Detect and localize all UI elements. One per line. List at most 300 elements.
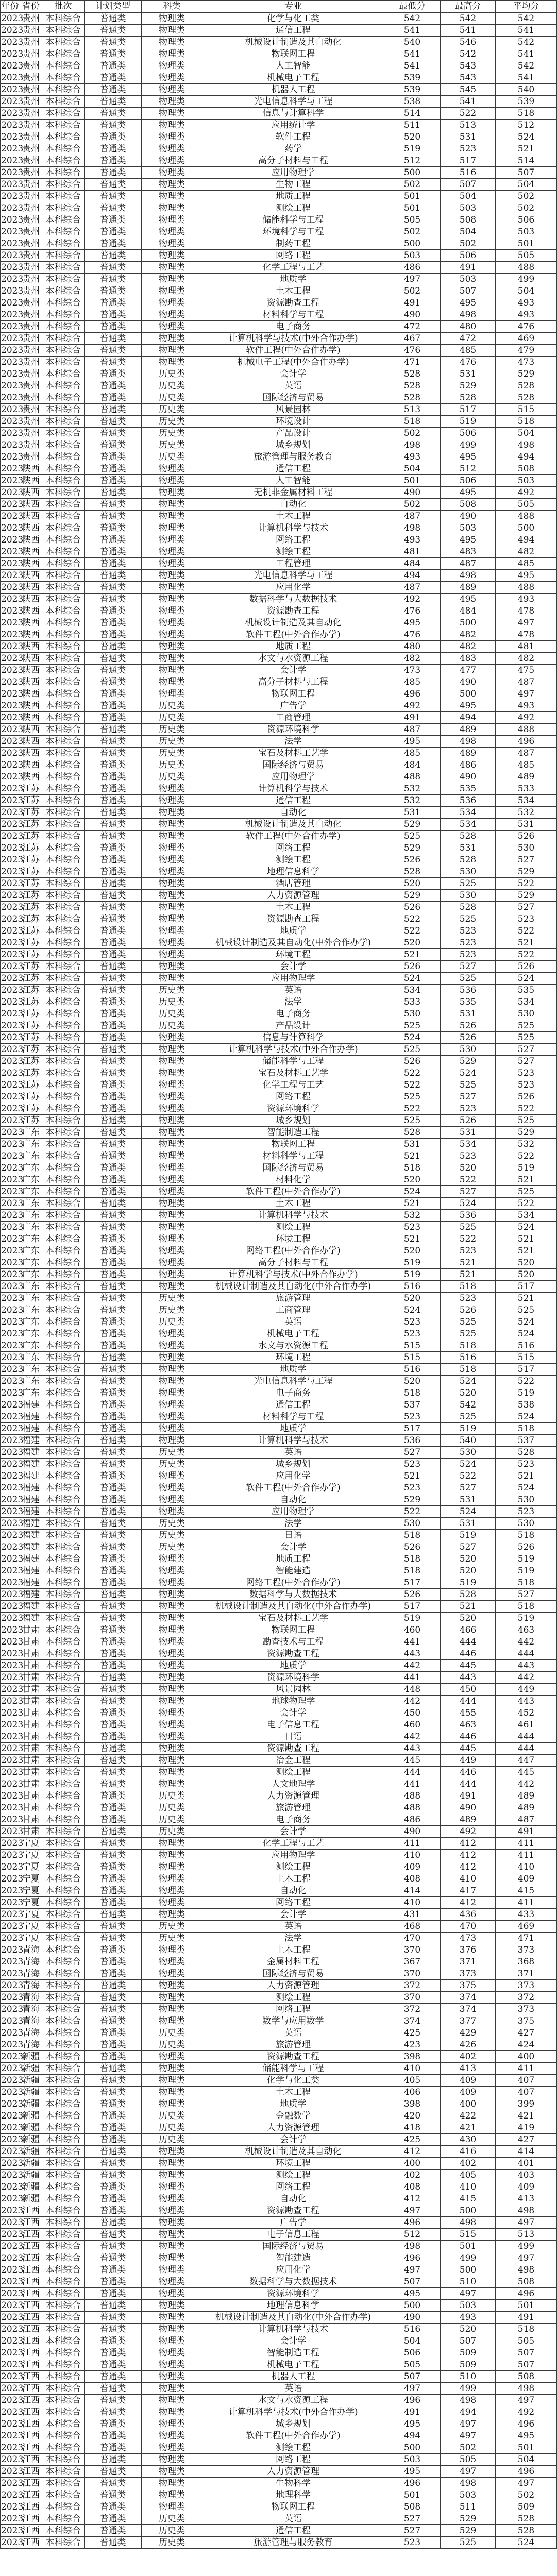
major-cell: 网络工程 [202,1897,384,1909]
province-cell: 青海 [20,2039,42,2051]
avg-score-cell: 442 [496,1672,557,1684]
max-score-cell: 444 [441,1696,496,1707]
table-row [1,594,557,605]
plan-type-cell: 普通类 [85,2466,142,2478]
major-cell: 资源勘查工程 [202,605,384,617]
min-score-cell: 372 [384,2004,441,2015]
batch-cell: 本科综合 [42,392,85,404]
avg-score-cell: 523 [496,1079,557,1091]
max-score-cell: 526 [441,1020,496,1032]
major-cell: 会计学 [202,665,384,676]
avg-score-cell: 507 [496,2359,557,2371]
subject-cell: 物理类 [142,546,202,558]
subject-cell: 历史类 [142,392,202,404]
subject-cell: 物理类 [142,629,202,641]
min-score-cell: 485 [384,748,441,759]
province-cell: 贵州 [20,120,42,131]
max-score-cell: 518 [441,1281,496,1293]
batch-cell: 本科综合 [42,1767,85,1778]
table-row [1,1731,557,1743]
year-cell: 2023 [1,759,24,770]
major-cell: 广告学 [202,700,384,712]
avg-score-cell: 493 [496,700,557,712]
table-row [1,1921,557,1933]
min-score-cell: 490 [384,2312,441,2324]
subject-cell: 物理类 [142,108,202,120]
table-row [1,2501,557,2513]
plan-type-cell: 普通类 [85,2087,142,2098]
year-cell: 2023 [1,380,24,391]
plan-type-cell: 普通类 [85,167,142,179]
avg-score-cell: 527 [496,1044,557,1056]
subject-cell: 物理类 [142,2383,202,2395]
min-score-cell: 526 [384,1056,441,1067]
batch-cell: 本科综合 [42,439,85,451]
max-score-cell: 536 [441,795,496,807]
province-cell: 新疆 [20,2122,42,2134]
batch-cell: 本科综合 [42,676,85,688]
year-cell: 2023 [1,2087,24,2097]
year-cell: 2023 [1,1316,24,1327]
major-cell: 环境工程 [202,2158,384,2170]
table-row [1,1316,557,1328]
batch-cell: 本科综合 [42,534,85,546]
batch-cell: 本科综合 [42,380,85,392]
province-cell: 新疆 [20,2087,42,2098]
table-row [1,795,557,807]
major-cell: 通信工程 [202,463,384,475]
subject-cell: 历史类 [142,748,202,759]
min-score-cell: 507 [384,2371,441,2383]
max-score-cell: 495 [441,487,496,499]
year-cell: 2023 [1,60,24,71]
avg-score-cell: 522 [496,925,557,937]
min-score-cell: 523 [384,2537,441,2549]
batch-cell: 本科综合 [42,2359,85,2371]
avg-score-cell: 537 [496,1435,557,1447]
avg-score-cell: 411 [496,1838,557,1850]
major-cell: 机械电子工程 [202,72,384,84]
min-score-cell: 528 [384,866,441,878]
year-cell: 2023 [1,1743,24,1754]
subject-cell: 物理类 [142,605,202,617]
table-row [1,274,557,285]
table-row [1,25,557,37]
plan-type-cell: 普通类 [85,1079,142,1091]
province-cell: 江苏 [20,937,42,949]
batch-cell: 本科综合 [42,2252,85,2264]
max-score-cell: 499 [441,2383,496,2395]
subject-cell: 物理类 [142,143,202,155]
batch-cell: 本科综合 [42,2395,85,2406]
year-cell: 2023 [1,925,24,936]
max-score-cell: 500 [441,2264,496,2276]
avg-score-cell: 409 [496,1873,557,1885]
max-score-cell: 534 [441,819,496,831]
max-score-cell: 421 [441,2122,496,2134]
year-cell: 2023 [1,688,24,699]
batch-cell: 本科综合 [42,1186,85,1198]
province-cell: 贵州 [20,143,42,155]
table-row [1,1601,557,1613]
avg-score-cell: 524 [496,1222,557,1233]
year-cell: 2023 [1,2229,24,2240]
subject-cell: 物理类 [142,1601,202,1613]
batch-cell: 本科综合 [42,1139,85,1150]
plan-type-cell: 普通类 [85,1316,142,1328]
table-row [1,1079,557,1091]
max-score-cell: 498 [441,309,496,321]
major-cell: 应用化学 [202,2264,384,2276]
major-cell: 电子商务 [202,321,384,333]
province-cell: 江苏 [20,996,42,1008]
min-score-cell: 490 [384,487,441,499]
max-score-cell: 526 [441,1304,496,1316]
plan-type-cell: 普通类 [85,321,142,333]
plan-type-cell: 普通类 [85,1873,142,1885]
min-score-cell: 372 [384,1980,441,1992]
min-score-cell: 471 [384,357,441,368]
avg-score-cell: 522 [496,1198,557,1210]
year-cell: 2023 [1,712,24,723]
min-score-cell: 518 [384,1565,441,1577]
avg-score-cell: 373 [496,1944,557,1956]
year-cell: 2023 [1,1494,24,1505]
avg-score-cell: 539 [496,96,557,108]
avg-score-cell: 502 [496,2489,557,2501]
table-row [1,2466,557,2478]
plan-type-cell: 普通类 [85,2063,142,2075]
province-cell: 甘肃 [20,1636,42,1648]
avg-score-cell: 463 [496,1624,557,1636]
year-cell: 2023 [1,1233,24,1244]
table-row [1,1447,557,1459]
max-score-cell: 497 [441,2466,496,2478]
min-score-cell: 541 [384,48,441,60]
major-cell: 计算机科学与技术(中外合作办学) [202,333,384,345]
major-cell: 软件工程(中外合作办学) [202,1186,384,1198]
plan-type-cell: 普通类 [85,1044,142,1056]
subject-cell: 物理类 [142,96,202,108]
plan-type-cell: 普通类 [85,724,142,736]
table-row [1,1008,557,1020]
province-cell: 陕西 [20,759,42,771]
major-cell: 物联网工程 [202,688,384,700]
province-cell: 广东 [20,1162,42,1174]
min-score-cell: 408 [384,1873,441,1885]
min-score-cell: 527 [384,1447,441,1459]
major-cell: 地质学 [202,1660,384,1672]
batch-cell: 本科综合 [42,1174,85,1186]
year-cell: 2023 [1,72,24,83]
plan-type-cell: 普通类 [85,2181,142,2193]
year-cell: 2023 [1,1873,24,1884]
subject-cell: 物理类 [142,534,202,546]
plan-type-cell: 普通类 [85,1731,142,1743]
plan-type-cell: 普通类 [85,1624,142,1636]
year-cell: 2023 [1,2205,24,2216]
max-score-cell: 491 [441,262,496,274]
major-cell: 物联网工程 [202,48,384,60]
major-cell: 旅游管理 [202,1802,384,1814]
year-cell: 2023 [1,131,24,142]
avg-score-cell: 444 [496,1648,557,1660]
batch-cell: 本科综合 [42,2063,85,2075]
min-score-cell: 502 [384,428,441,439]
table-row [1,2264,557,2276]
province-cell: 福建 [20,1565,42,1577]
province-cell: 贵州 [20,179,42,191]
year-cell: 2023 [1,25,24,36]
plan-type-cell: 普通类 [85,487,142,499]
min-score-cell: 370 [384,1944,441,1956]
plan-type-cell: 普通类 [85,605,142,617]
avg-score-cell: 461 [496,1719,557,1731]
max-score-cell: 492 [441,1826,496,1838]
province-cell: 陕西 [20,582,42,594]
major-cell: 电子信息工程 [202,1719,384,1731]
major-cell: 应用化学 [202,582,384,594]
subject-cell: 物理类 [142,937,202,949]
min-score-cell: 476 [384,345,441,357]
table-row [1,629,557,641]
province-cell: 陕西 [20,475,42,487]
subject-cell: 物理类 [142,333,202,345]
batch-cell: 本科综合 [42,1553,85,1565]
header-major: 专业 [202,1,384,13]
min-score-cell: 497 [384,2205,441,2217]
province-cell: 贵州 [20,238,42,250]
province-cell: 江苏 [20,973,42,985]
year-cell: 2023 [1,487,24,498]
year-cell: 2023 [1,155,24,166]
province-cell: 宁夏 [20,1933,42,1944]
subject-cell: 物理类 [142,2229,202,2241]
table-row [1,1968,557,1980]
avg-score-cell: 479 [496,345,557,357]
max-score-cell: 505 [441,2454,496,2466]
min-score-cell: 522 [384,913,441,925]
min-score-cell: 528 [384,392,441,404]
avg-score-cell: 518 [496,1423,557,1435]
major-cell: 无机非金属材料工程 [202,487,384,499]
min-score-cell: 500 [384,2442,441,2454]
year-cell: 2023 [1,1056,24,1066]
batch-cell: 本科综合 [42,2051,85,2063]
year-cell: 2023 [1,499,24,510]
province-cell: 贵州 [20,451,42,463]
batch-cell: 本科综合 [42,96,85,108]
max-score-cell: 506 [441,250,496,262]
avg-score-cell: 492 [496,487,557,499]
max-score-cell: 497 [441,2430,496,2442]
max-score-cell: 527 [441,1482,496,1494]
header-avg-score: 平均分 [496,1,557,13]
province-cell: 江苏 [20,1091,42,1103]
major-cell: 人文地理学 [202,1778,384,1790]
min-score-cell: 516 [384,1364,441,1376]
max-score-cell: 510 [441,2371,496,2383]
province-cell: 江苏 [20,890,42,902]
batch-cell: 本科综合 [42,2075,85,2087]
batch-cell: 本科综合 [42,854,85,866]
avg-score-cell: 506 [496,214,557,226]
max-score-cell: 522 [441,108,496,120]
min-score-cell: 501 [384,191,441,202]
province-cell: 宁夏 [20,1850,42,1861]
min-score-cell: 526 [384,1589,441,1601]
avg-score-cell: 541 [496,25,557,37]
year-cell: 2023 [1,463,24,474]
plan-type-cell: 普通类 [85,1672,142,1684]
table-row [1,1435,557,1447]
province-cell: 广东 [20,1328,42,1340]
plan-type-cell: 普通类 [85,2205,142,2217]
province-cell: 福建 [20,1399,42,1411]
plan-type-cell: 普通类 [85,1636,142,1648]
avg-score-cell: 449 [496,1684,557,1696]
subject-cell: 历史类 [142,1933,202,1944]
batch-cell: 本科综合 [42,2335,85,2347]
province-cell: 江西 [20,2489,42,2501]
avg-score-cell: 519 [496,1565,557,1577]
subject-cell: 物理类 [142,1707,202,1719]
batch-cell: 本科综合 [42,1696,85,1707]
batch-cell: 本科综合 [42,475,85,487]
avg-score-cell: 498 [496,2205,557,2217]
table-row [1,2371,557,2383]
batch-cell: 本科综合 [42,996,85,1008]
plan-type-cell: 普通类 [85,2501,142,2513]
province-cell: 陕西 [20,771,42,783]
table-row [1,2217,557,2229]
subject-cell: 物理类 [142,961,202,973]
max-score-cell: 517 [441,404,496,416]
plan-type-cell: 普通类 [85,1198,142,1210]
avg-score-cell: 509 [496,2501,557,2513]
subject-cell: 物理类 [142,1198,202,1210]
max-score-cell: 499 [441,2252,496,2264]
table-row [1,475,557,487]
subject-cell: 物理类 [142,2252,202,2264]
major-cell: 信息与计算科学 [202,108,384,120]
min-score-cell: 531 [384,807,441,819]
avg-score-cell: 530 [496,1008,557,1020]
max-score-cell: 400 [441,2098,496,2110]
avg-score-cell: 413 [496,2193,557,2205]
avg-score-cell: 485 [496,558,557,570]
province-cell: 青海 [20,1968,42,1980]
plan-type-cell: 普通类 [85,226,142,238]
avg-score-cell: 520 [496,1269,557,1281]
batch-cell: 本科综合 [42,120,85,131]
header-subject: 科类 [142,1,202,13]
year-cell: 2023 [1,2098,24,2109]
year-cell: 2023 [1,842,24,853]
plan-type-cell: 普通类 [85,1577,142,1589]
batch-cell: 本科综合 [42,1814,85,1826]
table-row [1,1103,557,1115]
subject-cell: 物理类 [142,522,202,534]
table-row [1,1838,557,1850]
batch-cell: 本科综合 [42,1411,85,1423]
subject-cell: 物理类 [142,1186,202,1198]
plan-type-cell: 普通类 [85,1150,142,1162]
year-cell: 2023 [1,1838,24,1849]
subject-cell: 历史类 [142,700,202,712]
batch-cell: 本科综合 [42,1613,85,1624]
subject-cell: 物理类 [142,783,202,795]
province-cell: 贵州 [20,214,42,226]
year-cell: 2023 [1,819,24,829]
subject-cell: 物理类 [142,1873,202,1885]
batch-cell: 本科综合 [42,2276,85,2288]
subject-cell: 历史类 [142,1304,202,1316]
max-score-cell: 510 [441,2276,496,2288]
major-cell: 光电信息科学与工程 [202,1376,384,1387]
avg-score-cell: 492 [496,2406,557,2418]
table-row [1,428,557,439]
year-cell: 2023 [1,1921,24,1931]
batch-cell: 本科综合 [42,605,85,617]
subject-cell: 物理类 [142,1079,202,1091]
table-row [1,1565,557,1577]
subject-cell: 物理类 [142,1482,202,1494]
year-cell: 2023 [1,570,24,581]
year-cell: 2023 [1,1459,24,1469]
table-row [1,357,557,368]
major-cell: 数学与应用数学 [202,2015,384,2027]
batch-cell: 本科综合 [42,2134,85,2146]
batch-cell: 本科综合 [42,866,85,878]
min-score-cell: 481 [384,546,441,558]
plan-type-cell: 普通类 [85,285,142,297]
min-score-cell: 442 [384,1660,441,1672]
avg-score-cell: 497 [496,2217,557,2229]
batch-cell: 本科综合 [42,2466,85,2478]
max-score-cell: 490 [441,676,496,688]
min-score-cell: 522 [384,925,441,937]
max-score-cell: 525 [441,913,496,925]
subject-cell: 物理类 [142,25,202,37]
min-score-cell: 511 [384,120,441,131]
min-score-cell: 502 [384,499,441,511]
avg-score-cell: 530 [496,842,557,854]
table-row [1,1269,557,1281]
avg-score-cell: 521 [496,1470,557,1482]
min-score-cell: 505 [384,2359,441,2371]
plan-type-cell: 普通类 [85,807,142,819]
year-cell: 2023 [1,84,24,95]
batch-cell: 本科综合 [42,1506,85,1518]
max-score-cell: 525 [441,973,496,985]
max-score-cell: 531 [441,842,496,854]
avg-score-cell: 517 [496,1281,557,1293]
plan-type-cell: 普通类 [85,1127,142,1139]
plan-type-cell: 普通类 [85,2525,142,2537]
plan-type-cell: 普通类 [85,1684,142,1696]
avg-score-cell: 410 [496,1861,557,1873]
year-cell: 2023 [1,546,24,557]
batch-cell: 本科综合 [42,1624,85,1636]
subject-cell: 历史类 [142,1826,202,1838]
subject-cell: 物理类 [142,120,202,131]
max-score-cell: 520 [441,1162,496,1174]
batch-cell: 本科综合 [42,2122,85,2134]
year-cell: 2023 [1,724,24,735]
year-cell: 2023 [1,428,24,438]
table-row [1,1281,557,1293]
